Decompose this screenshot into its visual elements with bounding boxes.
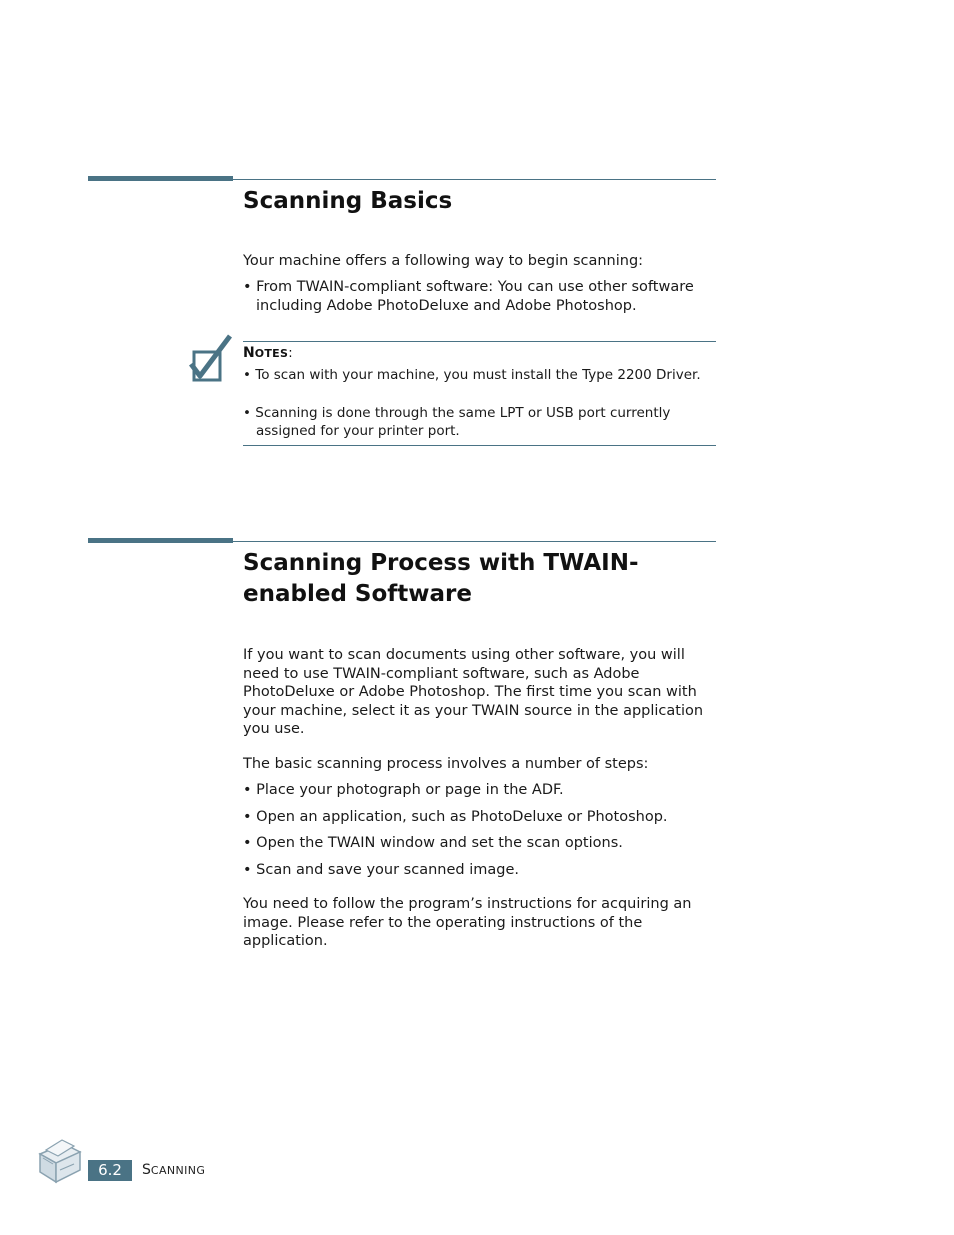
printer-icon	[34, 1136, 84, 1188]
note-item: • Scanning is done through the same LPT or USB port currently assigned for your printer port.	[243, 405, 671, 439]
section-rule-thick	[88, 538, 233, 543]
closing-paragraph: You need to follow the program’s instructions for acquiring an image. Please refer to the operating instructions of the application.	[243, 896, 692, 949]
notes-title: NOTES:	[243, 345, 293, 361]
list-item: • Open an application, such as PhotoDeluxe or Photoshop.	[243, 809, 668, 825]
steps-intro: The basic scanning process involves a number of steps:	[243, 756, 649, 772]
list-item: • Place your photograph or page in the ADF.	[243, 782, 564, 798]
footer-section-label: SCANNING	[142, 1162, 206, 1178]
note-item: • To scan with your machine, you must install the Type 2200 Driver.	[243, 367, 701, 383]
list-item: • Scan and save your scanned image.	[243, 862, 519, 878]
page-number-badge: 6.2	[88, 1160, 132, 1181]
note-top-rule	[243, 341, 716, 342]
section-heading-twain: Scanning Process with TWAIN- enabled Software	[243, 550, 639, 607]
section-rule-thin	[233, 541, 716, 542]
section-intro: If you want to scan documents using other software, you will need to use TWAIN-compliant software, such as Adobe PhotoDeluxe or Adobe Photoshop. The first time you scan with your machine, select it as your TWAIN source in the application you use.	[243, 647, 704, 737]
section-intro: Your machine offers a following way to begin scanning:	[243, 253, 644, 269]
section-rule-thick	[88, 176, 233, 181]
section-heading-scanning-basics: Scanning Basics	[243, 188, 453, 214]
list-item: • From TWAIN-compliant software: You can use other software including Adobe PhotoDeluxe and Adobe Photoshop.	[243, 279, 694, 314]
checkmark-note-icon	[188, 332, 234, 386]
note-bottom-rule	[243, 445, 716, 446]
section-rule-thin	[233, 179, 716, 180]
list-item: • Open the TWAIN window and set the scan options.	[243, 835, 623, 851]
